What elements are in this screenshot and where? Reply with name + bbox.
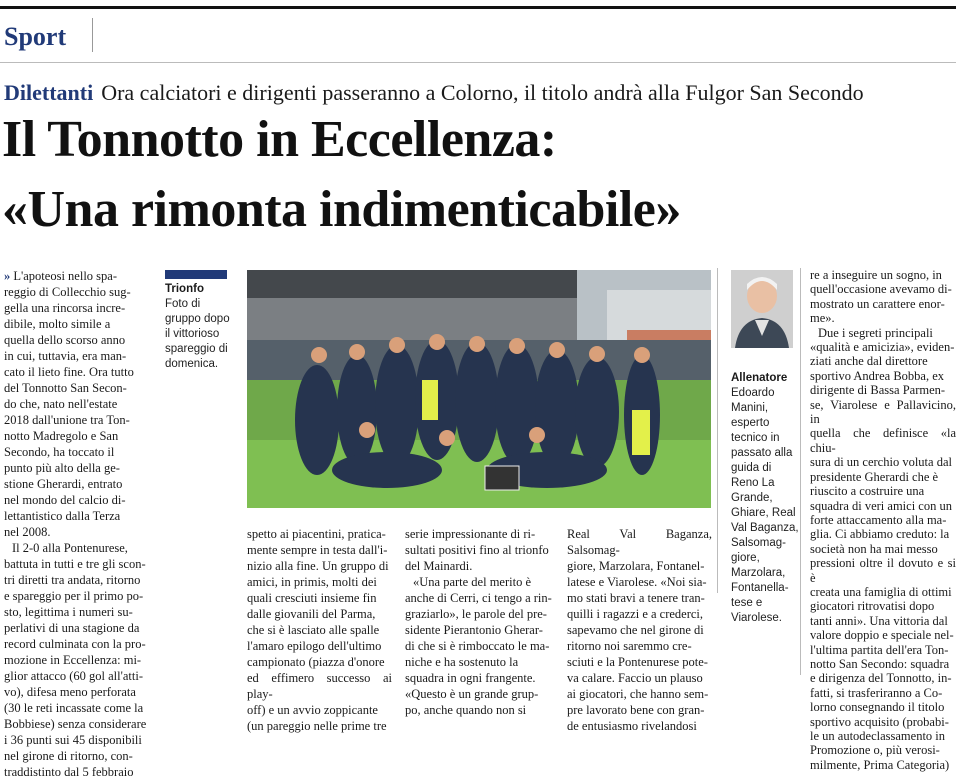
- text-line: sura di un cerchio voluta dal: [810, 455, 952, 470]
- text-line: traddistinto dal 5 febbraio: [4, 765, 134, 779]
- text-line: ai giocatori, che hanno sem-: [567, 687, 709, 701]
- text-line: del Tonnotto San Secon-: [4, 381, 127, 395]
- text-line: Real Val Baganza, Salsomag-: [567, 527, 712, 557]
- article-column-5: [810, 268, 956, 772]
- text-line: Due i segreti principali: [818, 325, 933, 340]
- headline-line-1: Il Tonnotto in Eccellenza:: [2, 111, 557, 168]
- text-line: off) e un avvio zoppicante: [247, 703, 378, 717]
- text-line: glior attacco (60 gol all'atti-: [4, 669, 144, 683]
- text-line: di che si è rimboccato le ma-: [405, 639, 550, 653]
- text-line: do che, nato nell'estate: [4, 397, 118, 411]
- text-line: latese e Viarolese. «Noi sia-: [567, 575, 707, 589]
- text-line: dibile, molto simile a: [4, 317, 111, 331]
- text-line: riuscito a costruire una: [810, 484, 925, 499]
- text-line: lorno consegnando il titolo: [810, 700, 945, 715]
- text-line: e dirigenza del Tonnotto, in-: [810, 671, 952, 686]
- kicker-label: Dilettanti: [4, 80, 94, 105]
- text-line: tanti anni». Una vittoria dal: [810, 613, 948, 628]
- text-line: record culminata con la pro-: [4, 637, 146, 651]
- text-line: l'amaro epilogo dell'ultimo: [247, 639, 382, 653]
- text-line: società non ha mai messo: [810, 541, 938, 556]
- text-line: creata una famiglia di ottimi: [810, 584, 952, 599]
- text-line: se, Viarolese e Pallavicino, in: [810, 397, 956, 427]
- text-line: serie impressionante di ri-: [405, 527, 536, 541]
- column-divider: [717, 268, 718, 593]
- text-line: sportivo Andrea Bobba, ex: [810, 368, 945, 383]
- text-line: Bobbiese) senza considerare: [4, 717, 147, 731]
- text-line: mo stati bravi a tenere tran-: [567, 591, 705, 605]
- text-line: valore doppio e speciale nel-: [810, 628, 954, 643]
- article-column-1: [4, 268, 149, 780]
- text-line: (un pareggio nelle prime tre: [247, 719, 387, 733]
- text-line: «Questo è un grande grup-: [405, 687, 539, 701]
- section-divider: [92, 18, 93, 52]
- text-line: i 36 punti sui 45 disponibili: [4, 733, 142, 747]
- text-line: presidente Gherardi che è: [810, 469, 939, 484]
- team-photo: [247, 270, 711, 508]
- text-line: campionato (piazza d'onore: [247, 655, 385, 669]
- text-line: e spareggio per il primo po-: [4, 589, 144, 603]
- text-line: in cui, tuttavia, era man-: [4, 349, 127, 363]
- text-line: sapevamo che nel girone di: [567, 623, 704, 637]
- text-line: ed effimero successo ai play-: [247, 671, 392, 701]
- text-line: pre lavorato bene con gran-: [567, 703, 705, 717]
- text-line: l'ultima partita dell'era Ton-: [810, 642, 949, 657]
- section-title: Sport: [4, 22, 67, 51]
- article-column-2: [247, 526, 392, 734]
- text-line: re a inseguire un sogno, in: [810, 268, 942, 282]
- text-line: gella una rincorsa incre-: [4, 301, 126, 315]
- caption-title: Trionfo: [165, 283, 204, 295]
- text-line: spetto ai piacentini, pratica-: [247, 527, 386, 541]
- text-line: del Mainardi.: [405, 559, 473, 573]
- text-line: nel mondo del calcio di-: [4, 493, 126, 507]
- text-line: quali cresciuti insieme fin: [247, 591, 377, 605]
- portrait-caption-text: Edoardo Manini, esperto tecnico in passato alla guida di Reno La Grande, Ghiare, Real Val Baganza, Salsomag- giore, Marzolara, Fontanella- tese e Viarolese.: [731, 387, 799, 624]
- paragraph-1: [4, 268, 149, 540]
- text-line: ziati anche dal direttore: [810, 354, 928, 369]
- text-line: battuta in tutti e tre gli scon-: [4, 557, 146, 571]
- arrow-icon: »: [4, 269, 11, 283]
- text-line: squadra in ogni frangente.: [405, 671, 536, 685]
- text-line: cato il lieto fine. Ora tutto: [4, 365, 134, 379]
- top-rule: [0, 6, 956, 9]
- text-line: notto San Secondo: squadra: [810, 656, 950, 671]
- headline-line-2: «Una rimonta indimenticabile»: [2, 181, 681, 238]
- text-line: vo), difesa meno perforata: [4, 685, 136, 699]
- text-line: nel girone di ritorno, con-: [4, 749, 133, 763]
- text-line: sportivo acquisito (probabi-: [810, 714, 949, 729]
- text-line: anche di Cerri, ci tengo a rin-: [405, 591, 552, 605]
- text-line: lettantistico dalla Terza: [4, 509, 121, 523]
- text-line: dalle giovanili del Parma,: [247, 607, 376, 621]
- text-line: «qualità e amicizia», eviden-: [810, 340, 955, 355]
- text-line: forte attaccamento alla ma-: [810, 512, 947, 527]
- text-line: reggio di Collecchio sug-: [4, 285, 131, 299]
- text-line: nel 2008.: [4, 525, 51, 539]
- text-line: tri diretti tra andata, ritorno: [4, 573, 141, 587]
- article-column-3: [405, 526, 555, 718]
- text-line: sidente Pierantonio Gherar-: [405, 623, 543, 637]
- text-line: me».: [810, 311, 835, 326]
- text-line: sultati positivi fino al trionfo: [405, 543, 549, 557]
- text-line: giore, Marzolara, Fontanel-: [567, 559, 705, 573]
- text-line: amici, in primis, molti dei: [247, 575, 377, 589]
- portrait-caption-title: Allenatore: [731, 372, 788, 384]
- text-line: mente sempre in testa dall'i-: [247, 543, 388, 557]
- text-line: quell'occasione avevamo di-: [810, 282, 952, 297]
- text-line: dirigente di Bassa Parmen-: [810, 383, 946, 398]
- text-line: sto, legittima i numeri su-: [4, 605, 133, 619]
- text-line: mostrato un carattere enor-: [810, 296, 945, 311]
- text-line: sciuti e la Pontenurese pote-: [567, 655, 708, 669]
- text-line: glia. Ci abbiamo creduto: la: [810, 527, 950, 542]
- text-line: stione Gherardi, entrato: [4, 477, 123, 491]
- text-line: quilli i ragazzi e a crederci,: [567, 607, 704, 621]
- coach-portrait: [731, 270, 793, 348]
- text-line: Promozione o, più verosi-: [810, 743, 940, 758]
- text-line: nizio alla fine. Un gruppo di: [247, 559, 389, 573]
- text-line: 2018 dall'unione tra Ton-: [4, 413, 130, 427]
- text-line: ritorno noi saremmo cre-: [567, 639, 692, 653]
- caption-text: Foto di gruppo dopo il vittorioso spareggio di domenica.: [165, 298, 230, 370]
- coach-portrait-image: [731, 270, 793, 348]
- text-line: » L'apoteosi nello spa-: [4, 269, 117, 283]
- text-line: squadra di veri amici con un: [810, 498, 952, 513]
- text-line: mozione in Eccellenza: mi-: [4, 653, 142, 667]
- text-line: punto più alto della ge-: [4, 461, 120, 475]
- kicker-text: Ora calciatori e dirigenti passeranno a Colorno, il titolo andrà alla Fulgor San Secondo: [101, 80, 864, 105]
- text-line: fatti, si trasferiranno a Co-: [810, 685, 943, 700]
- text-line: perlativi di una stagione da: [4, 621, 140, 635]
- text-line: va calare. Faccio un plauso: [567, 671, 703, 685]
- kicker: [4, 80, 864, 106]
- text-line: graziarlo», le parole del pre-: [405, 607, 547, 621]
- text-line: Secondo, ha toccato il: [4, 445, 115, 459]
- section-rule: [0, 62, 956, 63]
- text-line: de entusiasmo rivelandosi: [567, 719, 697, 733]
- text-line: po, anche quando non si: [405, 703, 527, 717]
- text-line: che si è lasciato alle spalle: [247, 623, 380, 637]
- article-column-4: [567, 526, 712, 734]
- text-line: pressioni oltre il dovuto e si è: [810, 556, 956, 585]
- text-line: milmente, Prima Categoria): [810, 757, 950, 772]
- text-line: «Una parte del merito è: [413, 575, 532, 589]
- caption-bar: [165, 270, 227, 279]
- text-line: quella dello scorso anno: [4, 333, 126, 347]
- text-line: (30 le reti incassate come la: [4, 701, 144, 715]
- text-line: quella che definisce «la chiu-: [810, 426, 956, 455]
- text-line: notto Madregolo e San: [4, 429, 119, 443]
- paragraph-2: [4, 540, 149, 780]
- team-photo-image: [247, 270, 711, 508]
- text-line: le un autodeclassamento in: [810, 729, 946, 743]
- text-line: niche e ha sostenuto la: [405, 655, 519, 669]
- text-line: Il 2-0 alla Pontenurese,: [12, 541, 128, 555]
- text-line: giocatori ritrovatisi dopo: [810, 599, 935, 614]
